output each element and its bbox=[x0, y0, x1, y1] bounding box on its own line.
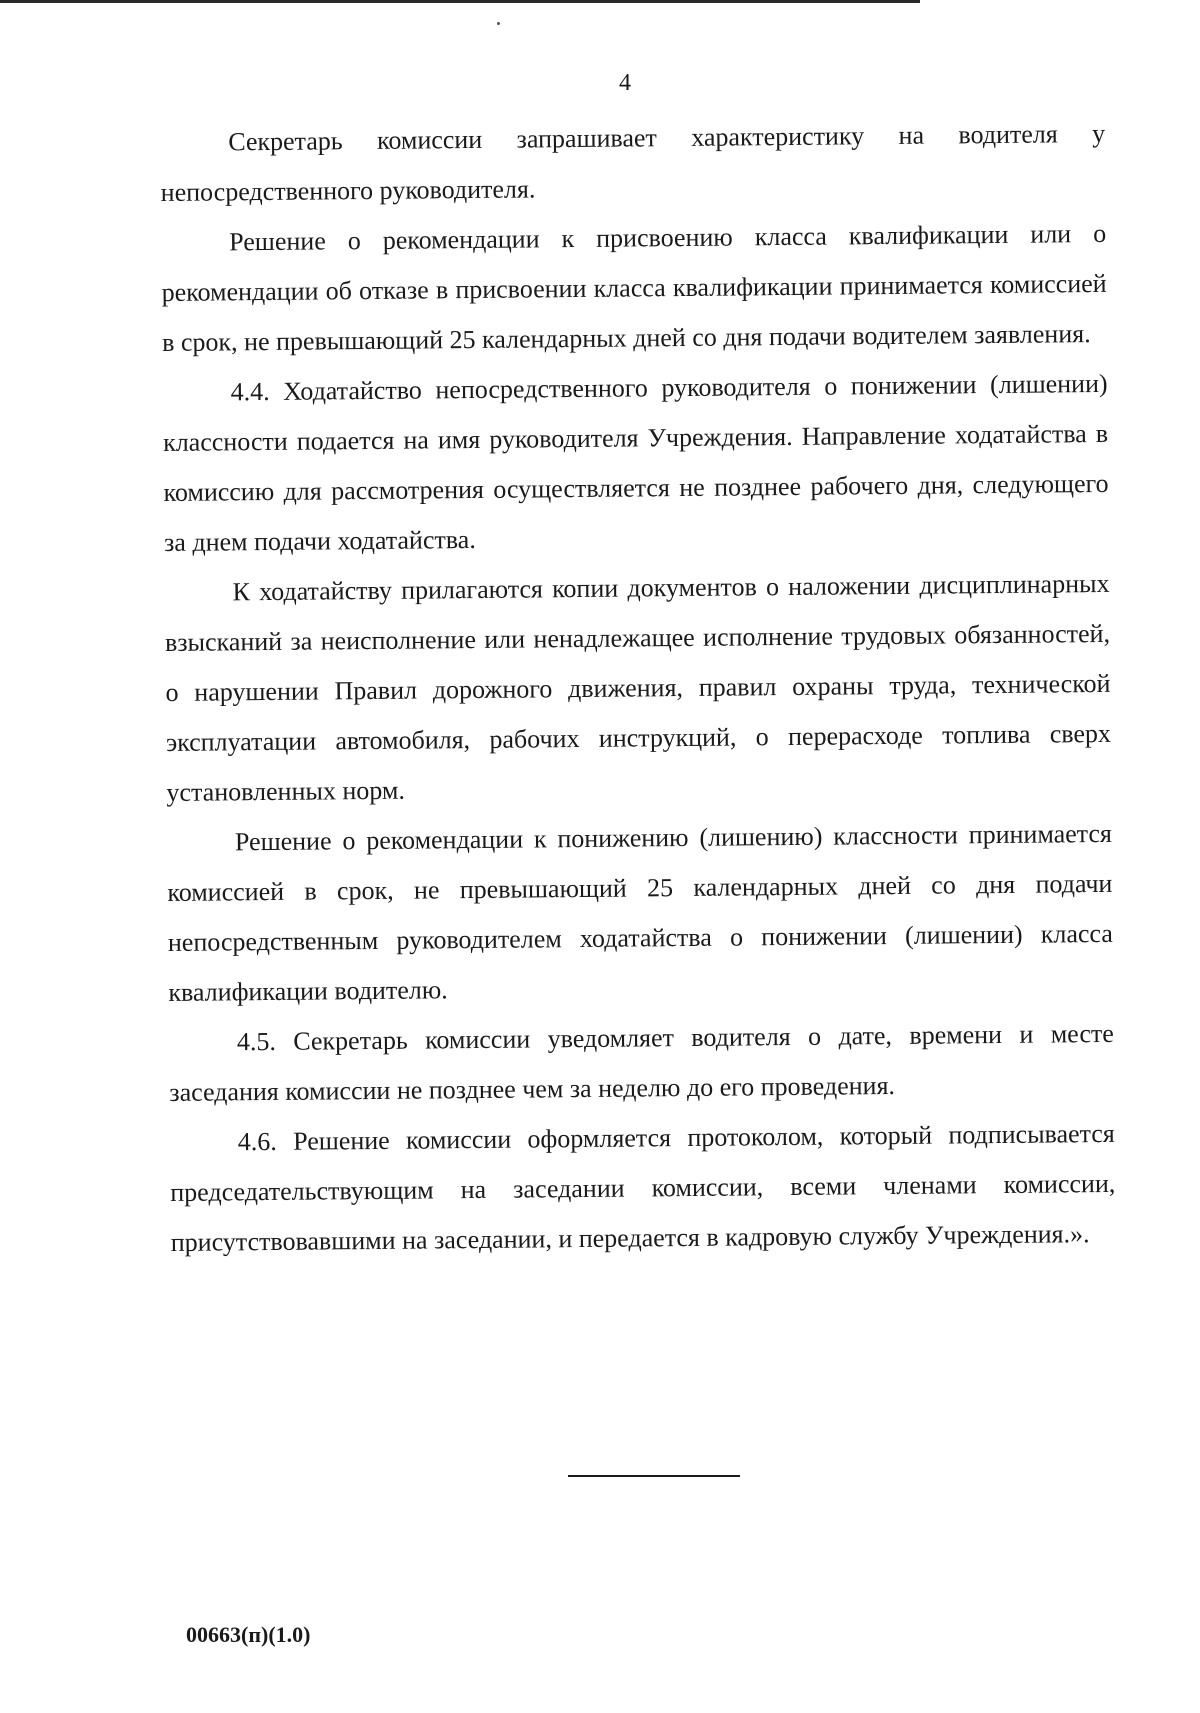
top-scan-edge-line bbox=[0, 0, 920, 3]
page-number: 4 bbox=[619, 70, 631, 96]
document-code: 00663(п)(1.0) bbox=[186, 1622, 311, 1647]
end-separator-line bbox=[568, 1475, 740, 1477]
paragraph-secretary-request: Секретарь комиссии запрашивает характеристику на водителя у непосредственного руководителя. bbox=[160, 118, 1106, 207]
paragraph-attachments: К ходатайству прилагаются копии документов о наложении дисциплинарных взысканий за неисполнение или ненадлежащее исполнение трудовых обязанностей, о нарушении Правил дорожного движения, правил охраны труда, технической эксплуатации автомобиля, рабочих инструкций, о перерасходе топлива сверх установленных норм. bbox=[164, 568, 1112, 807]
paragraph-decision-qualification: Решение о рекомендации к присвоению класса квалификации или о рекомендации об отказе в присвоении класса квалификации принимается комиссией в срок, не превышающий 25 календарных дней со дня подачи водителем заявления. bbox=[161, 218, 1107, 357]
paragraph-section-4-5: 4.5. Секретарь комиссии уведомляет водителя о дате, времени и месте заседания комиссии не позднее чем за неделю до его проведения. bbox=[169, 1018, 1114, 1107]
document-body bbox=[160, 109, 1116, 1268]
paragraph-section-4-6: 4.6. Решение комиссии оформляется протоколом, который подписывается председательствующим на заседании комиссии, всеми членами комиссии, присутствовавшими на заседании, и передается в кадровую службу Учреждения.». bbox=[170, 1118, 1116, 1257]
scan-speck bbox=[497, 22, 500, 25]
paragraph-section-4-4: 4.4. Ходатайство непосредственного руководителя о понижении (лишении) классности подается на имя руководителя Учреждения. Направление ходатайства в комиссию для рассмотрения осуществляется не позднее рабочего дня, следующего за днем подачи ходатайства. bbox=[162, 368, 1109, 557]
paragraph-decision-demotion: Решение о рекомендации к понижению (лишению) классности принимается комиссией в срок, не превышающий 25 календарных дней со дня подачи непосредственным руководителем ходатайства о понижении (лишении) класса квалификации водителю. bbox=[167, 818, 1114, 1007]
